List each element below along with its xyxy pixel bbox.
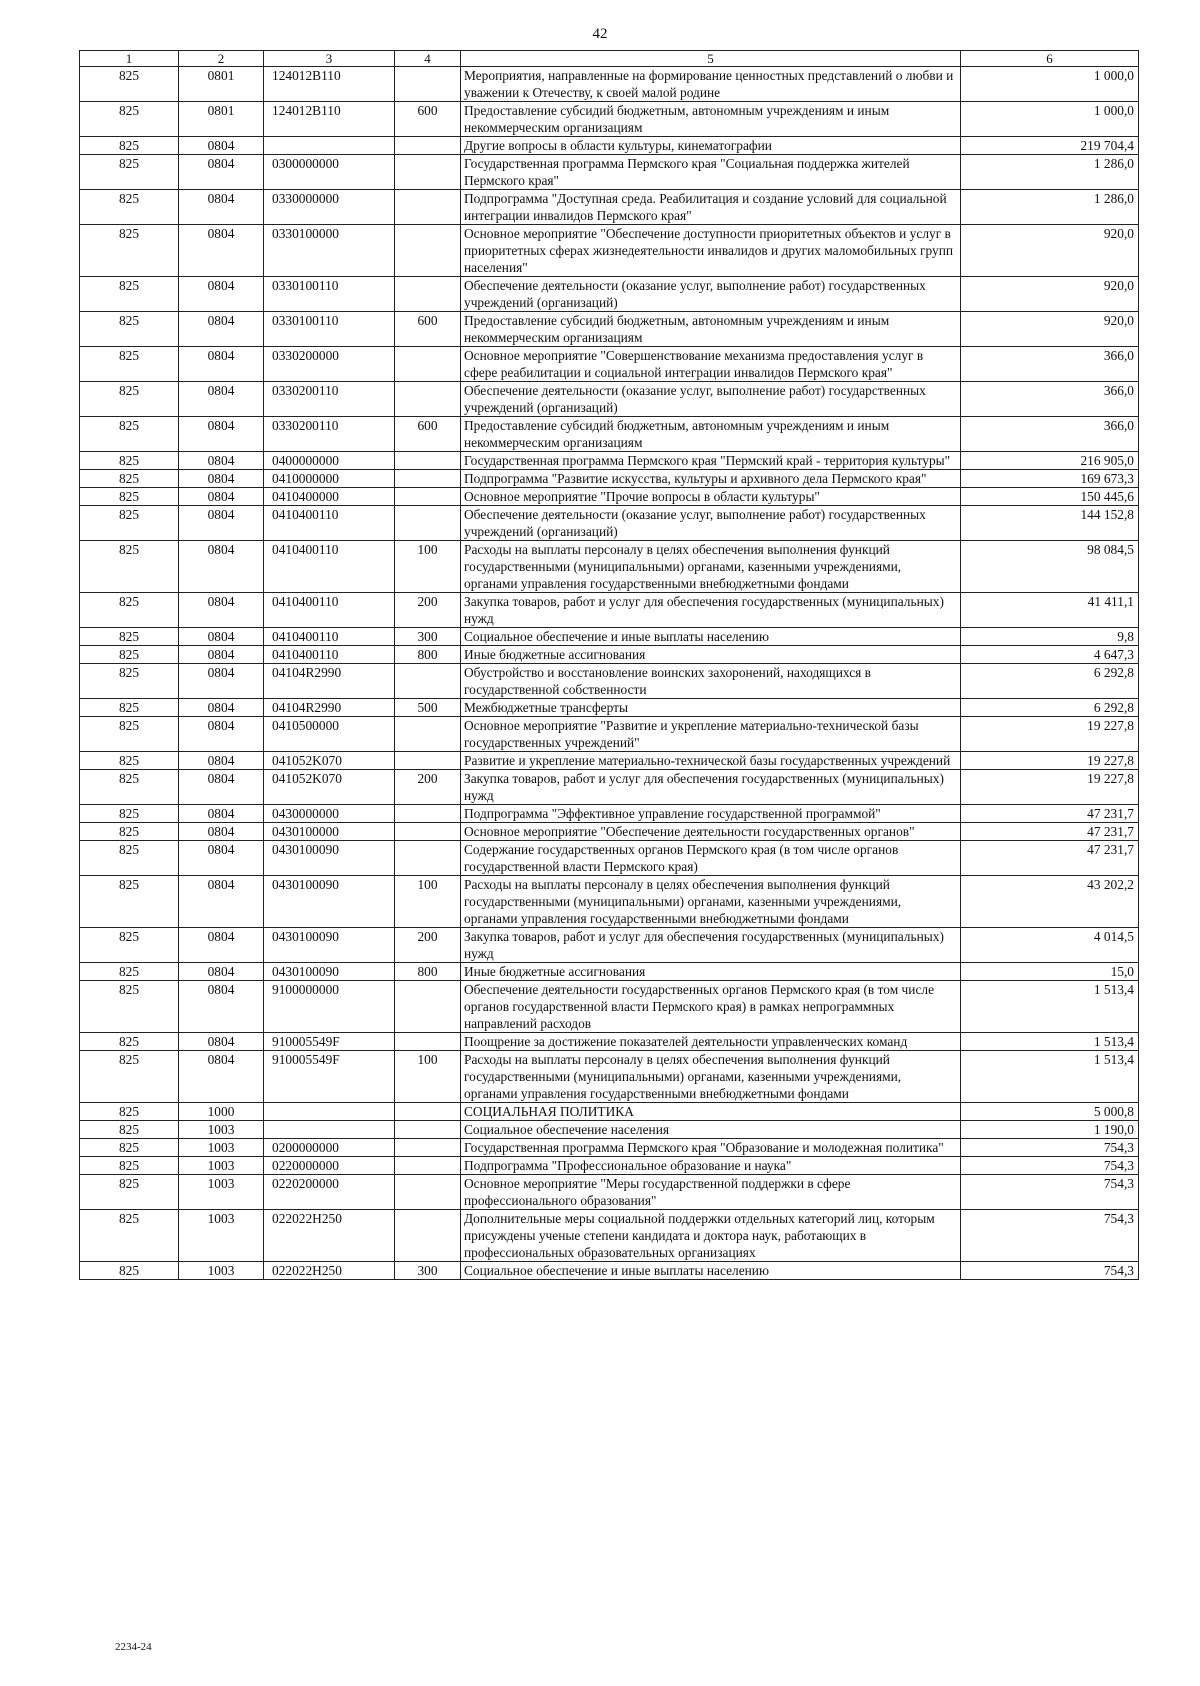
amount-cell: 1 286,0 [961, 190, 1139, 225]
page-number: 42 [592, 26, 608, 42]
target-item-cell: 0300000000 [264, 155, 395, 190]
description-cell: Другие вопросы в области культуры, кинематографии [461, 137, 961, 155]
description-cell: Расходы на выплаты персоналу в целях обеспечения выполнения функций государственными (муниципальными) органами, казенными учреждениями, органами управления государственными внебюджетными фондами [461, 541, 961, 593]
table-row [80, 155, 1139, 190]
ministry-code-cell: 825 [80, 770, 179, 805]
description-cell: СОЦИАЛЬНАЯ ПОЛИТИКА [461, 1103, 961, 1121]
amount-cell: 19 227,8 [961, 770, 1139, 805]
expense-type-cell [395, 1210, 461, 1262]
column-header-2: 2 [179, 51, 264, 67]
ministry-code-cell: 825 [80, 981, 179, 1033]
expense-type-cell [395, 488, 461, 506]
expense-type-cell [395, 382, 461, 417]
description-cell: Содержание государственных органов Пермского края (в том числе органов государственной власти Пермского края) [461, 841, 961, 876]
section-code-cell: 1003 [179, 1157, 264, 1175]
table-row [80, 646, 1139, 664]
description-cell: Подпрограмма "Развитие искусства, культуры и архивного дела Пермского края" [461, 470, 961, 488]
section-code-cell: 0804 [179, 717, 264, 752]
target-item-cell: 0410400110 [264, 506, 395, 541]
amount-cell: 47 231,7 [961, 823, 1139, 841]
column-header-5: 5 [461, 51, 961, 67]
ministry-code-cell: 825 [80, 1121, 179, 1139]
table-row [80, 1103, 1139, 1121]
section-code-cell: 0804 [179, 593, 264, 628]
expense-type-cell: 600 [395, 312, 461, 347]
amount-cell: 41 411,1 [961, 593, 1139, 628]
target-item-cell: 022022H250 [264, 1262, 395, 1280]
target-item-cell: 0430100090 [264, 963, 395, 981]
table-row [80, 876, 1139, 928]
description-cell: Основное мероприятие "Развитие и укрепление материально-технической базы государственных учреждений" [461, 717, 961, 752]
amount-cell: 754,3 [961, 1210, 1139, 1262]
description-cell: Предоставление субсидий бюджетным, автономным учреждениям и иным некоммерческим организациям [461, 417, 961, 452]
table-row [80, 137, 1139, 155]
section-code-cell: 0804 [179, 382, 264, 417]
amount-cell: 4 014,5 [961, 928, 1139, 963]
amount-cell: 920,0 [961, 225, 1139, 277]
table-row [80, 1262, 1139, 1280]
table-row [80, 347, 1139, 382]
table-row [80, 628, 1139, 646]
amount-cell: 1 513,4 [961, 1051, 1139, 1103]
expense-type-cell [395, 67, 461, 102]
target-item-cell: 0220200000 [264, 1175, 395, 1210]
target-item-cell: 0330100110 [264, 277, 395, 312]
table-row [80, 102, 1139, 137]
expense-type-cell [395, 823, 461, 841]
description-cell: Поощрение за достижение показателей деятельности управленческих команд [461, 1033, 961, 1051]
target-item-cell: 0400000000 [264, 452, 395, 470]
expense-type-cell [395, 347, 461, 382]
amount-cell: 15,0 [961, 963, 1139, 981]
amount-cell: 754,3 [961, 1157, 1139, 1175]
ministry-code-cell: 825 [80, 963, 179, 981]
ministry-code-cell: 825 [80, 876, 179, 928]
target-item-cell: 0430100000 [264, 823, 395, 841]
description-cell: Обеспечение деятельности государственных органов Пермского края (в том числе органов государственной власти Пермского края) в рамках непрограммных направлений расходов [461, 981, 961, 1033]
description-cell: Предоставление субсидий бюджетным, автономным учреждениям и иным некоммерческим организациям [461, 312, 961, 347]
ministry-code-cell: 825 [80, 67, 179, 102]
description-cell: Основное мероприятие "Обеспечение деятельности государственных органов" [461, 823, 961, 841]
ministry-code-cell: 825 [80, 1103, 179, 1121]
table-row [80, 699, 1139, 717]
amount-cell: 150 445,6 [961, 488, 1139, 506]
table-row [80, 382, 1139, 417]
amount-cell: 920,0 [961, 277, 1139, 312]
table-row [80, 452, 1139, 470]
ministry-code-cell: 825 [80, 225, 179, 277]
column-header-4: 4 [395, 51, 461, 67]
target-item-cell: 0410400110 [264, 628, 395, 646]
target-item-cell: 0430100090 [264, 841, 395, 876]
ministry-code-cell: 825 [80, 488, 179, 506]
description-cell: Закупка товаров, работ и услуг для обеспечения государственных (муниципальных) нужд [461, 593, 961, 628]
ministry-code-cell: 825 [80, 699, 179, 717]
section-code-cell: 1003 [179, 1210, 264, 1262]
expense-type-cell [395, 841, 461, 876]
ministry-code-cell: 825 [80, 347, 179, 382]
target-item-cell: 0330200110 [264, 382, 395, 417]
table-row [80, 225, 1139, 277]
ministry-code-cell: 825 [80, 470, 179, 488]
table-row [80, 928, 1139, 963]
ministry-code-cell: 825 [80, 155, 179, 190]
description-cell: Иные бюджетные ассигнования [461, 646, 961, 664]
target-item-cell: 0410400110 [264, 593, 395, 628]
section-code-cell: 0804 [179, 876, 264, 928]
column-header-3: 3 [264, 51, 395, 67]
amount-cell: 754,3 [961, 1139, 1139, 1157]
target-item-cell: 0330100110 [264, 312, 395, 347]
expense-type-cell [395, 1103, 461, 1121]
table-row [80, 1175, 1139, 1210]
expense-type-cell [395, 225, 461, 277]
table-row [80, 470, 1139, 488]
section-code-cell: 0804 [179, 155, 264, 190]
ministry-code-cell: 825 [80, 382, 179, 417]
table-row [80, 1157, 1139, 1175]
expense-type-cell [395, 752, 461, 770]
description-cell: Иные бюджетные ассигнования [461, 963, 961, 981]
footer-code: 2234-24 [115, 1641, 152, 1653]
expense-type-cell [395, 452, 461, 470]
table-row [80, 541, 1139, 593]
target-item-cell: 124012B110 [264, 67, 395, 102]
amount-cell: 366,0 [961, 347, 1139, 382]
amount-cell: 144 152,8 [961, 506, 1139, 541]
description-cell: Государственная программа Пермского края "Социальная поддержка жителей Пермского края" [461, 155, 961, 190]
ministry-code-cell: 825 [80, 137, 179, 155]
expense-type-cell [395, 1175, 461, 1210]
description-cell: Подпрограмма "Эффективное управление государственной программой" [461, 805, 961, 823]
expense-type-cell: 200 [395, 770, 461, 805]
target-item-cell: 0430100090 [264, 928, 395, 963]
ministry-code-cell: 825 [80, 1051, 179, 1103]
expense-type-cell [395, 717, 461, 752]
ministry-code-cell: 825 [80, 752, 179, 770]
ministry-code-cell: 825 [80, 277, 179, 312]
table-row [80, 1210, 1139, 1262]
amount-cell: 19 227,8 [961, 717, 1139, 752]
table-body [80, 67, 1139, 1280]
expense-type-cell: 100 [395, 1051, 461, 1103]
amount-cell: 1 286,0 [961, 155, 1139, 190]
amount-cell: 6 292,8 [961, 699, 1139, 717]
table-row [80, 664, 1139, 699]
table-row [80, 593, 1139, 628]
description-cell: Подпрограмма "Доступная среда. Реабилитация и создание условий для социальной интеграции инвалидов Пермского края" [461, 190, 961, 225]
budget-table [79, 50, 1139, 1280]
ministry-code-cell: 825 [80, 593, 179, 628]
description-cell: Межбюджетные трансферты [461, 699, 961, 717]
column-header-6: 6 [961, 51, 1139, 67]
expense-type-cell [395, 470, 461, 488]
section-code-cell: 0801 [179, 102, 264, 137]
section-code-cell: 0804 [179, 752, 264, 770]
target-item-cell: 0410400000 [264, 488, 395, 506]
amount-cell: 4 647,3 [961, 646, 1139, 664]
table-row [80, 752, 1139, 770]
target-item-cell: 04104R2990 [264, 664, 395, 699]
amount-cell: 47 231,7 [961, 805, 1139, 823]
table-row [80, 488, 1139, 506]
description-cell: Социальное обеспечение и иные выплаты населению [461, 1262, 961, 1280]
ministry-code-cell: 825 [80, 928, 179, 963]
amount-cell: 43 202,2 [961, 876, 1139, 928]
target-item-cell: 0220000000 [264, 1157, 395, 1175]
table-row [80, 312, 1139, 347]
ministry-code-cell: 825 [80, 664, 179, 699]
table-row [80, 190, 1139, 225]
amount-cell: 1 190,0 [961, 1121, 1139, 1139]
ministry-code-cell: 825 [80, 541, 179, 593]
description-cell: Обеспечение деятельности (оказание услуг, выполнение работ) государственных учреждений (организаций) [461, 277, 961, 312]
amount-cell: 920,0 [961, 312, 1139, 347]
expense-type-cell [395, 190, 461, 225]
amount-cell: 754,3 [961, 1262, 1139, 1280]
table-row [80, 1121, 1139, 1139]
section-code-cell: 0804 [179, 488, 264, 506]
section-code-cell: 1003 [179, 1121, 264, 1139]
description-cell: Основное мероприятие "Обеспечение доступности приоритетных объектов и услуг в приоритетных сферах жизнедеятельности инвалидов и других маломобильных групп населения" [461, 225, 961, 277]
expense-type-cell [395, 1139, 461, 1157]
expense-type-cell: 600 [395, 417, 461, 452]
table-row [80, 770, 1139, 805]
amount-cell: 754,3 [961, 1175, 1139, 1210]
target-item-cell: 0410400110 [264, 646, 395, 664]
description-cell: Государственная программа Пермского края "Образование и молодежная политика" [461, 1139, 961, 1157]
description-cell: Обеспечение деятельности (оказание услуг, выполнение работ) государственных учреждений (организаций) [461, 506, 961, 541]
ministry-code-cell: 825 [80, 1262, 179, 1280]
description-cell: Основное мероприятие "Прочие вопросы в области культуры" [461, 488, 961, 506]
target-item-cell: 0330100000 [264, 225, 395, 277]
section-code-cell: 0804 [179, 770, 264, 805]
description-cell: Закупка товаров, работ и услуг для обеспечения государственных (муниципальных) нужд [461, 928, 961, 963]
section-code-cell: 0804 [179, 1033, 264, 1051]
description-cell: Подпрограмма "Профессиональное образование и наука" [461, 1157, 961, 1175]
target-item-cell: 124012B110 [264, 102, 395, 137]
section-code-cell: 0804 [179, 646, 264, 664]
table-row [80, 841, 1139, 876]
target-item-cell: 0430100090 [264, 876, 395, 928]
target-item-cell [264, 1121, 395, 1139]
section-code-cell: 0804 [179, 928, 264, 963]
expense-type-cell: 600 [395, 102, 461, 137]
description-cell: Развитие и укрепление материально-технической базы государственных учреждений [461, 752, 961, 770]
amount-cell: 216 905,0 [961, 452, 1139, 470]
ministry-code-cell: 825 [80, 1157, 179, 1175]
expense-type-cell [395, 981, 461, 1033]
expense-type-cell [395, 1157, 461, 1175]
section-code-cell: 0804 [179, 470, 264, 488]
ministry-code-cell: 825 [80, 190, 179, 225]
ministry-code-cell: 825 [80, 452, 179, 470]
expense-type-cell [395, 155, 461, 190]
description-cell: Закупка товаров, работ и услуг для обеспечения государственных (муниципальных) нужд [461, 770, 961, 805]
table-row [80, 963, 1139, 981]
expense-type-cell: 300 [395, 1262, 461, 1280]
expense-type-cell: 100 [395, 541, 461, 593]
table-row [80, 981, 1139, 1033]
target-item-cell: 0330200000 [264, 347, 395, 382]
ministry-code-cell: 825 [80, 628, 179, 646]
amount-cell: 47 231,7 [961, 841, 1139, 876]
expense-type-cell: 300 [395, 628, 461, 646]
amount-cell: 1 513,4 [961, 1033, 1139, 1051]
description-cell: Обеспечение деятельности (оказание услуг, выполнение работ) государственных учреждений (организаций) [461, 382, 961, 417]
description-cell: Расходы на выплаты персоналу в целях обеспечения выполнения функций государственными (муниципальными) органами, казенными учреждениями, органами управления государственными внебюджетными фондами [461, 876, 961, 928]
description-cell: Предоставление субсидий бюджетным, автономным учреждениям и иным некоммерческим организациям [461, 102, 961, 137]
ministry-code-cell: 825 [80, 1139, 179, 1157]
description-cell: Государственная программа Пермского края "Пермский край - территория культуры" [461, 452, 961, 470]
section-code-cell: 0804 [179, 417, 264, 452]
amount-cell: 19 227,8 [961, 752, 1139, 770]
amount-cell: 169 673,3 [961, 470, 1139, 488]
ministry-code-cell: 825 [80, 805, 179, 823]
target-item-cell: 0410500000 [264, 717, 395, 752]
expense-type-cell: 100 [395, 876, 461, 928]
amount-cell: 366,0 [961, 417, 1139, 452]
expense-type-cell [395, 137, 461, 155]
column-header-1: 1 [80, 51, 179, 67]
table-row [80, 67, 1139, 102]
target-item-cell: 910005549F [264, 1051, 395, 1103]
description-cell: Расходы на выплаты персоналу в целях обеспечения выполнения функций государственными (муниципальными) органами, казенными учреждениями, органами управления государственными внебюджетными фондами [461, 1051, 961, 1103]
target-item-cell: 0430000000 [264, 805, 395, 823]
expense-type-cell: 800 [395, 963, 461, 981]
target-item-cell: 04104R2990 [264, 699, 395, 717]
ministry-code-cell: 825 [80, 841, 179, 876]
table-row [80, 805, 1139, 823]
expense-type-cell [395, 277, 461, 312]
section-code-cell: 0804 [179, 628, 264, 646]
table-row [80, 277, 1139, 312]
description-cell: Социальное обеспечение населения [461, 1121, 961, 1139]
section-code-cell: 0804 [179, 277, 264, 312]
amount-cell: 5 000,8 [961, 1103, 1139, 1121]
section-code-cell: 0804 [179, 312, 264, 347]
description-cell: Мероприятия, направленные на формирование ценностных представлений о любви и уважении к Отечеству, к своей малой родине [461, 67, 961, 102]
section-code-cell: 0804 [179, 805, 264, 823]
section-code-cell: 0804 [179, 190, 264, 225]
section-code-cell: 0804 [179, 1051, 264, 1103]
description-cell: Социальное обеспечение и иные выплаты населению [461, 628, 961, 646]
amount-cell: 6 292,8 [961, 664, 1139, 699]
expense-type-cell [395, 805, 461, 823]
header-row [80, 51, 1139, 67]
section-code-cell: 0804 [179, 664, 264, 699]
amount-cell: 1 000,0 [961, 102, 1139, 137]
expense-type-cell: 200 [395, 928, 461, 963]
section-code-cell: 0804 [179, 823, 264, 841]
ministry-code-cell: 825 [80, 417, 179, 452]
section-code-cell: 1003 [179, 1262, 264, 1280]
description-cell: Дополнительные меры социальной поддержки отдельных категорий лиц, которым присуждены ученые степени кандидата и доктора наук, работающих в профессиональных образовательных организациях [461, 1210, 961, 1262]
table-row [80, 1051, 1139, 1103]
target-item-cell: 0410400110 [264, 541, 395, 593]
amount-cell: 1 513,4 [961, 981, 1139, 1033]
target-item-cell: 0410000000 [264, 470, 395, 488]
target-item-cell: 0330200110 [264, 417, 395, 452]
ministry-code-cell: 825 [80, 1033, 179, 1051]
ministry-code-cell: 825 [80, 823, 179, 841]
target-item-cell: 0330000000 [264, 190, 395, 225]
expense-type-cell: 200 [395, 593, 461, 628]
table-row [80, 417, 1139, 452]
table-row [80, 1033, 1139, 1051]
description-cell: Основное мероприятие "Совершенствование механизма предоставления услуг в сфере реабилитации и социальной интеграции инвалидов Пермского края" [461, 347, 961, 382]
section-code-cell: 0804 [179, 699, 264, 717]
section-code-cell: 0804 [179, 963, 264, 981]
amount-cell: 98 084,5 [961, 541, 1139, 593]
section-code-cell: 0804 [179, 225, 264, 277]
section-code-cell: 0804 [179, 541, 264, 593]
description-cell: Обустройство и восстановление воинских захоронений, находящихся в государственной собственности [461, 664, 961, 699]
expense-type-cell: 800 [395, 646, 461, 664]
description-cell: Основное мероприятие "Меры государственной поддержки в сфере профессионального образования" [461, 1175, 961, 1210]
table-row [80, 506, 1139, 541]
target-item-cell: 0200000000 [264, 1139, 395, 1157]
section-code-cell: 0801 [179, 67, 264, 102]
target-item-cell [264, 1103, 395, 1121]
ministry-code-cell: 825 [80, 506, 179, 541]
expense-type-cell: 500 [395, 699, 461, 717]
section-code-cell: 0804 [179, 347, 264, 382]
section-code-cell: 0804 [179, 841, 264, 876]
amount-cell: 9,8 [961, 628, 1139, 646]
target-item-cell [264, 137, 395, 155]
section-code-cell: 1003 [179, 1175, 264, 1210]
ministry-code-cell: 825 [80, 1210, 179, 1262]
section-code-cell: 0804 [179, 137, 264, 155]
table-row [80, 823, 1139, 841]
section-code-cell: 0804 [179, 981, 264, 1033]
section-code-cell: 1003 [179, 1139, 264, 1157]
ministry-code-cell: 825 [80, 102, 179, 137]
amount-cell: 366,0 [961, 382, 1139, 417]
expense-type-cell [395, 506, 461, 541]
table-row [80, 1139, 1139, 1157]
target-item-cell: 041052K070 [264, 752, 395, 770]
budget-table-container [79, 50, 1138, 1280]
expense-type-cell [395, 1033, 461, 1051]
ministry-code-cell: 825 [80, 1175, 179, 1210]
amount-cell: 1 000,0 [961, 67, 1139, 102]
target-item-cell: 910005549F [264, 1033, 395, 1051]
ministry-code-cell: 825 [80, 717, 179, 752]
target-item-cell: 041052K070 [264, 770, 395, 805]
expense-type-cell [395, 1121, 461, 1139]
section-code-cell: 0804 [179, 506, 264, 541]
ministry-code-cell: 825 [80, 312, 179, 347]
section-code-cell: 0804 [179, 452, 264, 470]
target-item-cell: 9100000000 [264, 981, 395, 1033]
amount-cell: 219 704,4 [961, 137, 1139, 155]
ministry-code-cell: 825 [80, 646, 179, 664]
target-item-cell: 022022H250 [264, 1210, 395, 1262]
expense-type-cell [395, 664, 461, 699]
table-row [80, 717, 1139, 752]
section-code-cell: 1000 [179, 1103, 264, 1121]
